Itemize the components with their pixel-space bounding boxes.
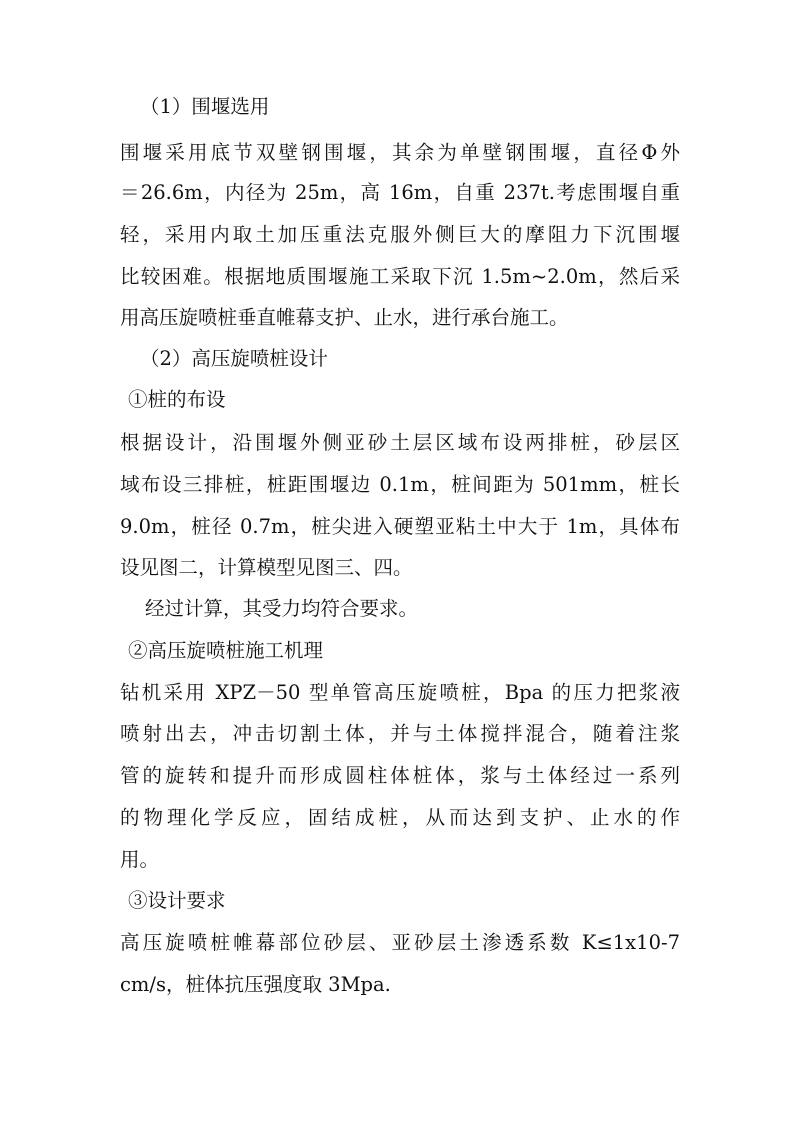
- sub3-line-2: cm/s，桩体抗压强度取 3Mpa.: [120, 973, 391, 996]
- sub2-heading: ②高压旋喷桩施工机理: [128, 639, 324, 662]
- sub2-line-5: 用。: [120, 848, 160, 871]
- sub1-line-1: 根据设计，沿围堰外侧亚砂土层区域布设两排桩，砂层区: [120, 431, 680, 454]
- sub2-line-4: 的物理化学反应，固结成桩，从而达到支护、止水的作: [120, 806, 680, 829]
- sub1-line-2: 域布设三排桩，桩距围堰边 0.1m，桩间距为 501mm，桩长: [120, 473, 680, 496]
- section1-line-3: 轻，采用内取土加压重法克服外侧巨大的摩阻力下沉围堰: [120, 223, 680, 246]
- sub1-line-3: 9.0m，桩径 0.7m，桩尖进入硬塑亚粘土中大于 1m，具体布: [120, 515, 680, 538]
- section1-heading: （1）围堰选用: [140, 95, 270, 118]
- section2-heading: （2）高压旋喷桩设计: [140, 347, 328, 370]
- sub1-note: 经过计算，其受力均符合要求。: [145, 597, 419, 620]
- sub2-line-3: 管的旋转和提升而形成圆柱体桩体，浆与土体经过一系列: [120, 764, 680, 787]
- sub3-heading: ③设计要求: [128, 889, 226, 912]
- sub3-line-1: 高压旋喷桩帷幕部位砂层、亚砂层土渗透系数 K≤1x10-7: [120, 931, 680, 954]
- section1-line-5: 用高压旋喷桩垂直帷幕支护、止水，进行承台施工。: [120, 306, 569, 329]
- section1-line-4: 比较困难。根据地质围堰施工采取下沉 1.5m~2.0m，然后采: [120, 265, 680, 288]
- section1-line-1: 围堰采用底节双壁钢围堰，其余为单壁钢围堰，直径Φ外: [120, 141, 680, 164]
- section1-line-2: ＝26.6m，内径为 25m，高 16m，自重 237t.考虑围堰自重: [120, 181, 680, 204]
- sub1-heading: ①桩的布设: [128, 388, 226, 411]
- sub1-line-4: 设见图二，计算模型见图三、四。: [120, 556, 413, 579]
- sub2-line-2: 喷射出去，冲击切割土体，并与土体搅拌混合，随着注浆: [120, 722, 680, 745]
- sub2-line-1: 钻机采用 XPZ－50 型单管高压旋喷桩，Bpa 的压力把浆液: [120, 681, 680, 704]
